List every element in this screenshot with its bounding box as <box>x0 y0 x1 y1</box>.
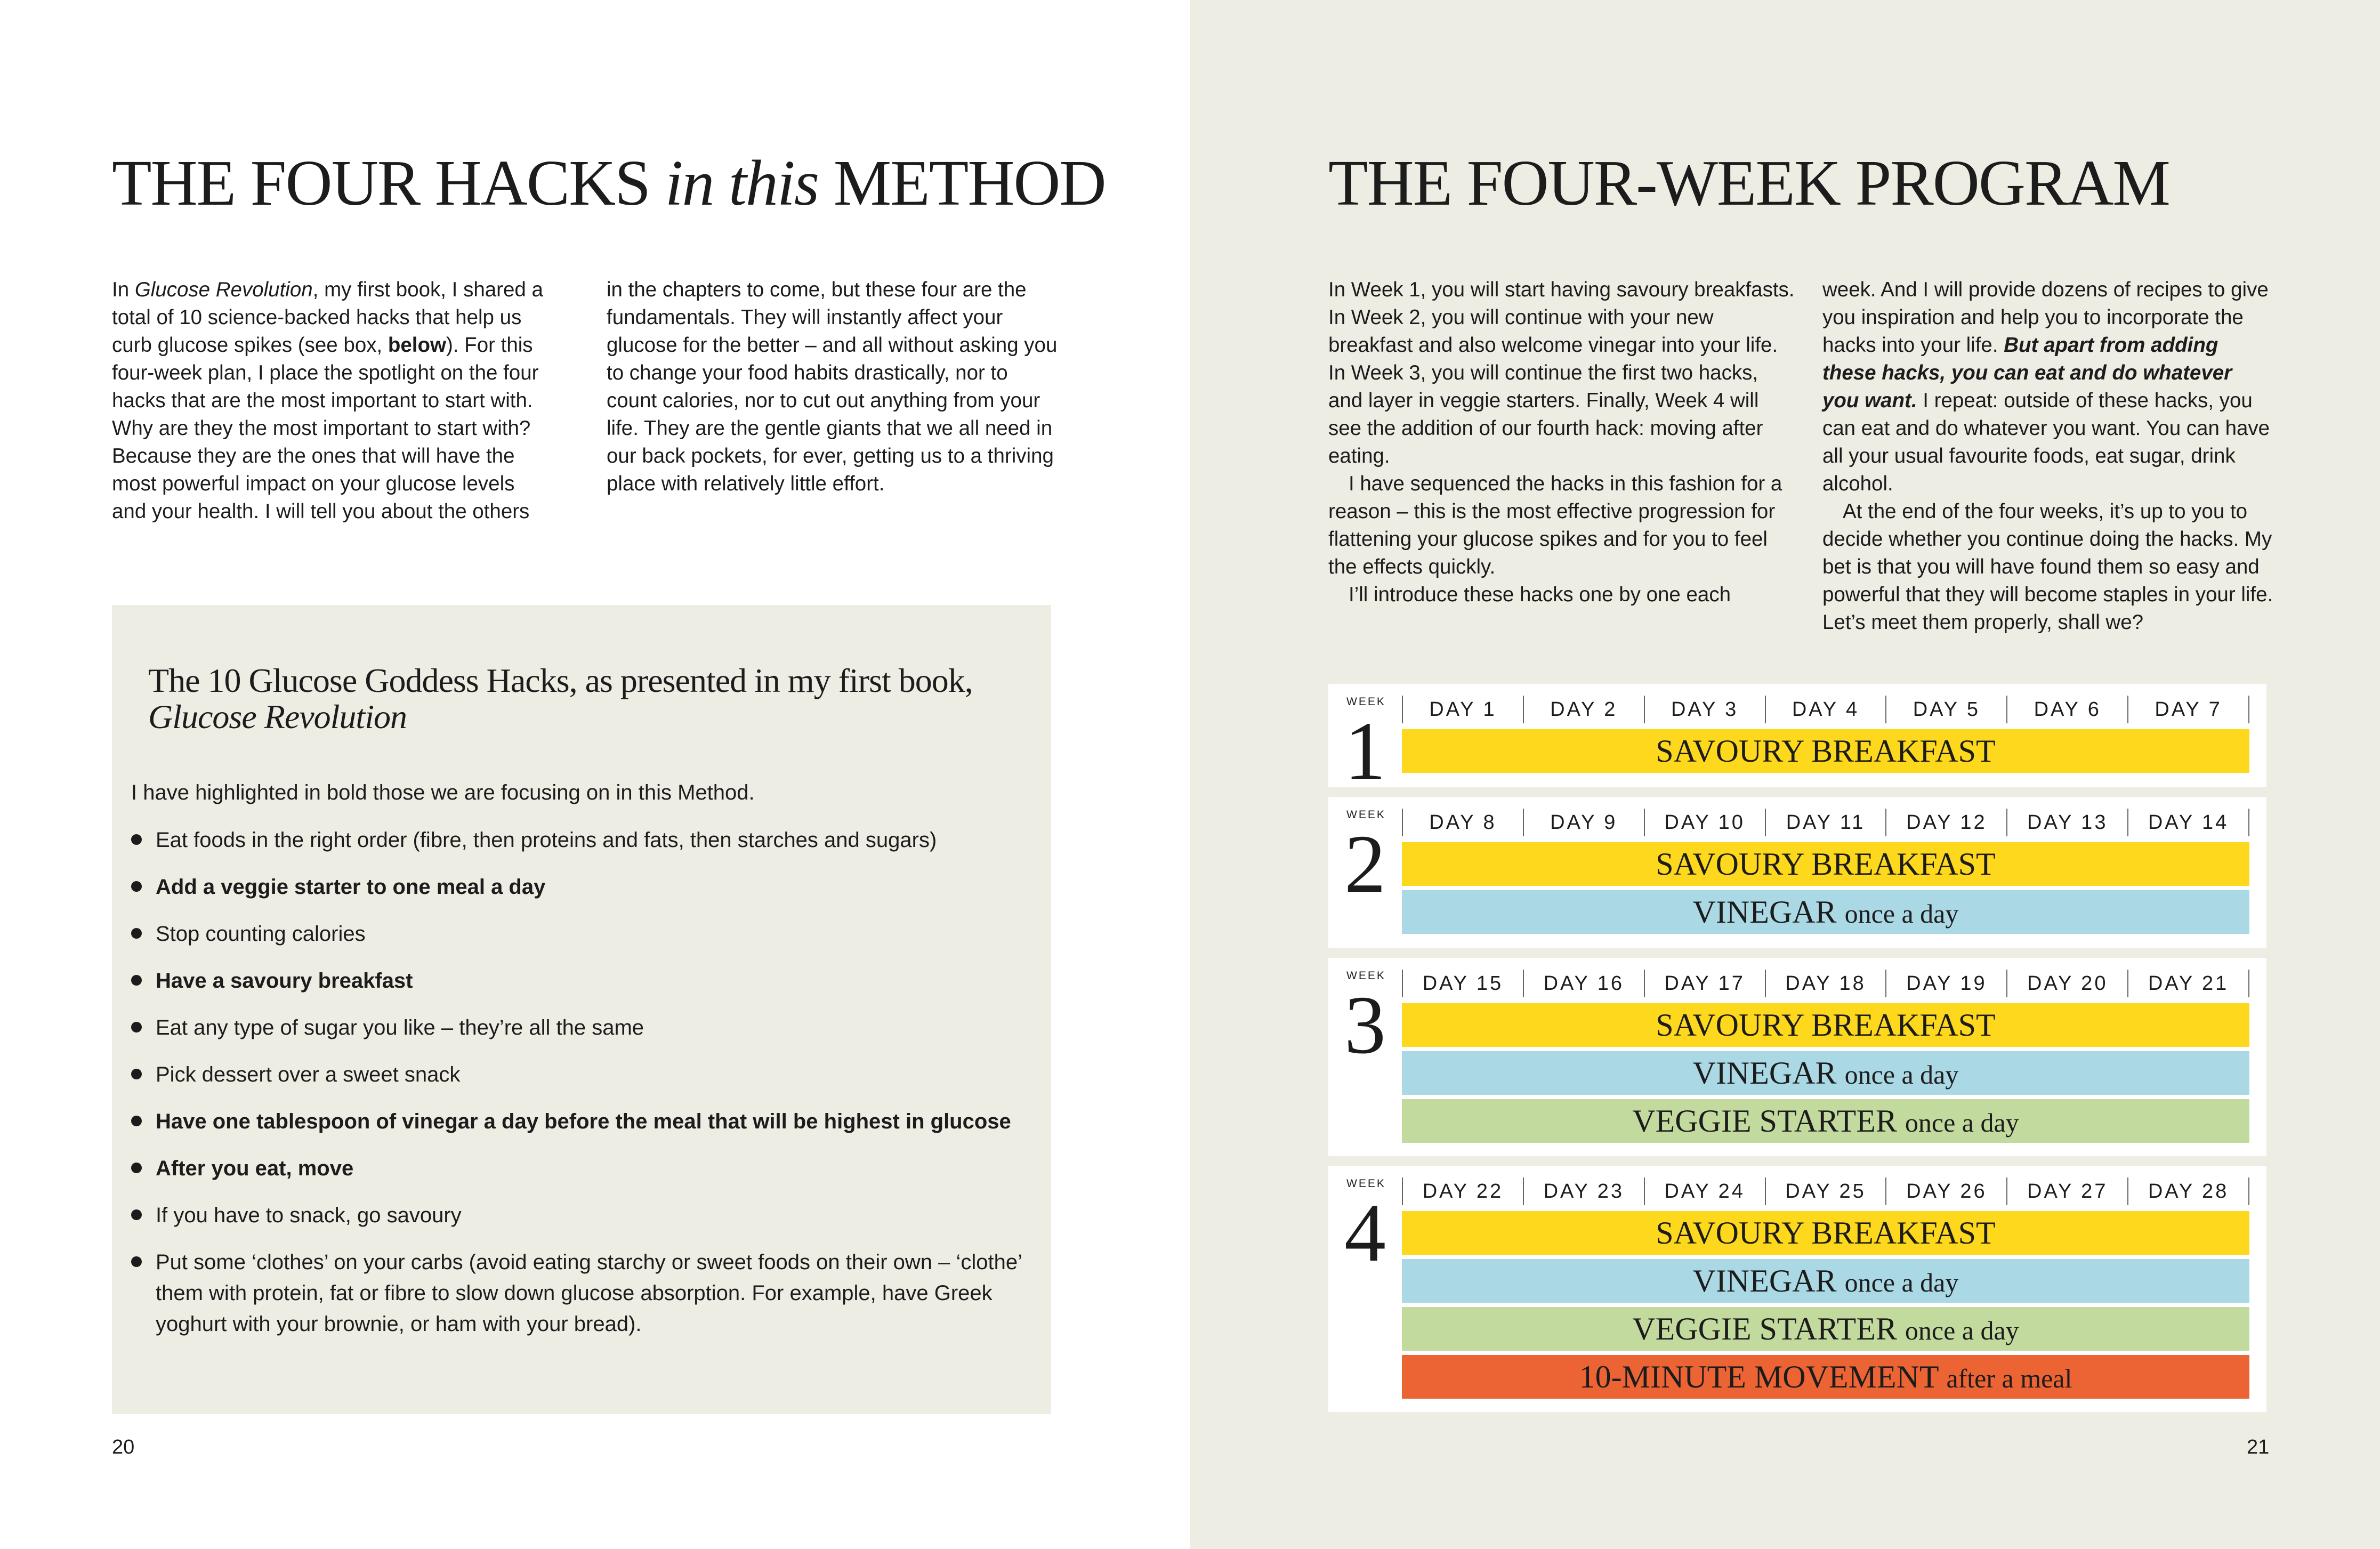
left-page-title <box>112 147 1106 219</box>
veggie-starter-bar <box>1402 1307 2249 1351</box>
bar-label: 10-MINUTE MOVEMENT <box>1579 1359 1939 1394</box>
bar-sublabel: once a day <box>1844 1060 1959 1090</box>
hack-text: Have one tablespoon of vinegar a day before the meal that will be highest in glucose <box>156 1110 1011 1133</box>
box-intro: I have highlighted in bold those we are focusing on in this Method. <box>131 781 755 804</box>
savoury-breakfast-bar <box>1402 729 2249 773</box>
week-number: 1 <box>1344 705 1386 797</box>
day-label: DAY 3 <box>1644 696 1765 723</box>
week-label: WEEK <box>1346 970 1386 982</box>
bar-sublabel: once a day <box>1844 1268 1959 1297</box>
day-label: DAY 9 <box>1523 809 1644 836</box>
week-label: WEEK <box>1346 1177 1386 1190</box>
vinegar-bar <box>1402 1051 2249 1095</box>
day-label: DAY 27 <box>2006 1177 2127 1205</box>
day-label: DAY 18 <box>1765 970 1886 997</box>
day-label: DAY 20 <box>2006 970 2127 997</box>
program-paragraph: In Week 1, you will start having savoury breakfasts. In Week 2, you will continue with your new breakfast and also welcome vinegar into your life. In Week 3, you will continue the first two hacks, and layer in veggie starters. Finally, Week 4 will see the addition of our fourth hack: moving after eating. <box>1328 278 1795 467</box>
hack-text: Have a savoury breakfast <box>156 969 413 993</box>
hack-text: Eat any type of sugar you like – they’re all the same <box>156 1016 644 1039</box>
hack-text: Eat foods in the right order (fibre, then proteins and fats, then starches and sugars) <box>156 828 937 852</box>
bullet-icon <box>131 1022 142 1032</box>
day-label: DAY 8 <box>1402 809 1523 836</box>
title-italic: in this <box>665 147 819 219</box>
hack-item <box>131 918 1027 949</box>
day-label: DAY 5 <box>1885 696 2006 723</box>
hack-item <box>131 1200 1027 1231</box>
box-title-book: Glucose Revolution <box>148 698 407 736</box>
bullet-icon <box>131 881 142 892</box>
intro-column-2: in the chapters to come, but these four are the fundamentals. They will instantly affect your glucose for the better – and all without asking you to change your food habits drastically, nor to count calories, nor to cut out anything from your life. They are the gentle giants that we all need in our back pockets, for ever, getting us to a thriving place with relatively little effort. <box>607 278 1058 495</box>
program-column-1 <box>1328 276 1797 609</box>
week-2-card <box>1328 797 2266 948</box>
bar-label: SAVOURY BREAKFAST <box>1656 1007 1996 1043</box>
book-title: Glucose Revolution <box>134 278 313 301</box>
hack-item <box>131 1153 1027 1184</box>
program-text: I repeat: outside of these hacks, you can eat and do whatever you want. You can have all your usual favourite foods, eat sugar, drink alcohol. <box>1822 389 2270 495</box>
title-part1: THE FOUR HACKS <box>112 147 665 219</box>
day-label: DAY 25 <box>1765 1177 1886 1205</box>
week-1-card <box>1328 684 2266 797</box>
program-emphasis: But apart from adding these hacks, you can eat and do whatever you want. <box>1822 334 2232 412</box>
program-text: week. And I will provide dozens of recipes to give you inspiration and help you to incorporate the hacks into your life. <box>1822 278 2269 357</box>
intro-text: ). For this four-week plan, I place the spotlight on the four hacks that are the most important to start with. Why are they the most important to start with? Because they are the ones that will have the most powerful impact on your glucose levels and your health. I will tell you about the others <box>112 334 539 523</box>
veggie-starter-bar <box>1402 1099 2249 1143</box>
bar-label: VEGGIE STARTER <box>1632 1103 1897 1139</box>
title-part2: METHOD <box>818 147 1106 219</box>
day-row <box>1402 809 2249 836</box>
bullet-icon <box>131 1069 142 1079</box>
day-label: DAY 4 <box>1765 696 1886 723</box>
bar-sublabel: once a day <box>1905 1316 2019 1345</box>
bar-sublabel: once a day <box>1905 1108 2019 1137</box>
hack-item <box>131 1059 1027 1090</box>
day-label: DAY 14 <box>2127 809 2249 836</box>
program-paragraph <box>1822 276 2273 498</box>
vinegar-bar <box>1402 890 2249 934</box>
day-label: DAY 28 <box>2127 1177 2249 1205</box>
day-label: DAY 23 <box>1523 1177 1644 1205</box>
page-number-left: 20 <box>112 1436 135 1458</box>
intro-text: , my first book, I shared a total of 10 science-backed hacks that help us curb glucose spikes (see box, <box>112 278 543 357</box>
day-label: DAY 12 <box>1885 809 2006 836</box>
bar-label: VEGGIE STARTER <box>1632 1311 1897 1346</box>
day-label: DAY 10 <box>1644 809 1765 836</box>
intro-column-1 <box>112 276 552 526</box>
day-label: DAY 21 <box>2127 970 2249 997</box>
hack-item <box>131 965 1027 996</box>
bar-label: VINEGAR <box>1692 894 1837 930</box>
week-4-card <box>1328 1166 2266 1412</box>
intro-bold: below <box>388 334 446 357</box>
day-row <box>1402 970 2249 997</box>
hack-item <box>131 1012 1027 1043</box>
bar-sublabel: once a day <box>1844 899 1959 929</box>
savoury-breakfast-bar <box>1402 1003 2249 1047</box>
hack-item <box>131 825 1027 856</box>
hack-text: Pick dessert over a sweet snack <box>156 1063 461 1086</box>
day-label: DAY 15 <box>1402 970 1523 997</box>
program-paragraph: I’ll introduce these hacks one by one each <box>1349 583 1731 606</box>
day-row <box>1402 1177 2249 1205</box>
program-column-2 <box>1822 276 2273 636</box>
day-label: DAY 24 <box>1644 1177 1765 1205</box>
hack-text: Stop counting calories <box>156 922 366 946</box>
vinegar-bar <box>1402 1259 2249 1303</box>
day-label: DAY 16 <box>1523 970 1644 997</box>
week-number: 2 <box>1344 818 1386 910</box>
box-title <box>148 663 973 735</box>
day-label: DAY 17 <box>1644 970 1765 997</box>
hacks-list <box>131 825 1027 1356</box>
week-label: WEEK <box>1346 809 1386 821</box>
week-3-card <box>1328 958 2266 1156</box>
day-label: DAY 22 <box>1402 1177 1523 1205</box>
hack-item <box>131 1247 1027 1340</box>
hack-item <box>131 1106 1027 1137</box>
day-label: DAY 2 <box>1523 696 1644 723</box>
bar-label: VINEGAR <box>1692 1263 1837 1298</box>
day-label: DAY 11 <box>1765 809 1886 836</box>
bullet-icon <box>131 928 142 939</box>
week-number: 3 <box>1344 979 1386 1071</box>
bullet-icon <box>131 975 142 986</box>
day-label: DAY 13 <box>2006 809 2127 836</box>
hack-text: After you eat, move <box>156 1157 354 1180</box>
bullet-icon <box>131 1116 142 1126</box>
intro-text: In <box>112 278 135 301</box>
right-page-title: THE FOUR-WEEK PROGRAM <box>1328 147 2169 219</box>
bar-label: VINEGAR <box>1692 1055 1837 1091</box>
bar-label: SAVOURY BREAKFAST <box>1656 1215 1996 1251</box>
day-label: DAY 6 <box>2006 696 2127 723</box>
week-number: 4 <box>1344 1187 1386 1279</box>
bullet-icon <box>131 1209 142 1220</box>
savoury-breakfast-bar <box>1402 1211 2249 1255</box>
program-paragraph: At the end of the four weeks, it’s up to you to decide whether you continue doing the hacks. My bet is that you will have found them so easy and powerful that they will become staples in your life. Let’s meet them properly, shall we? <box>1822 500 2273 634</box>
hack-text: If you have to snack, go savoury <box>156 1204 462 1227</box>
program-paragraph: I have sequenced the hacks in this fashion for a reason – this is the most effective progression for flattening your glucose spikes and for you to feel the effects quickly. <box>1328 472 1782 578</box>
movement-bar <box>1402 1355 2249 1399</box>
bullet-icon <box>131 834 142 845</box>
day-label: DAY 26 <box>1885 1177 2006 1205</box>
bullet-icon <box>131 1256 142 1267</box>
bar-sublabel: after a meal <box>1946 1364 2072 1393</box>
bullet-icon <box>131 1163 142 1173</box>
hacks-box <box>112 605 1051 1414</box>
day-label: DAY 19 <box>1885 970 2006 997</box>
hack-item <box>131 872 1027 902</box>
day-row <box>1402 696 2249 723</box>
hack-text: Put some ‘clothes’ on your carbs (avoid eating starchy or sweet foods on their own – ‘clothe’ them with protein, fat or fibre to slow down glucose absorption. For example, have Greek yoghurt with your brownie, or ham with your bread). <box>156 1251 1022 1336</box>
day-label: DAY 7 <box>2127 696 2249 723</box>
hack-text: Add a veggie starter to one meal a day <box>156 875 546 899</box>
bar-label: SAVOURY BREAKFAST <box>1656 846 1996 882</box>
savoury-breakfast-bar <box>1402 842 2249 886</box>
bar-label: SAVOURY BREAKFAST <box>1656 733 1996 769</box>
page-number-right: 21 <box>2247 1436 2270 1458</box>
box-title-text: The 10 Glucose Goddess Hacks, as presented in my first book, <box>148 661 973 699</box>
week-label: WEEK <box>1346 696 1386 708</box>
day-label: DAY 1 <box>1402 696 1523 723</box>
